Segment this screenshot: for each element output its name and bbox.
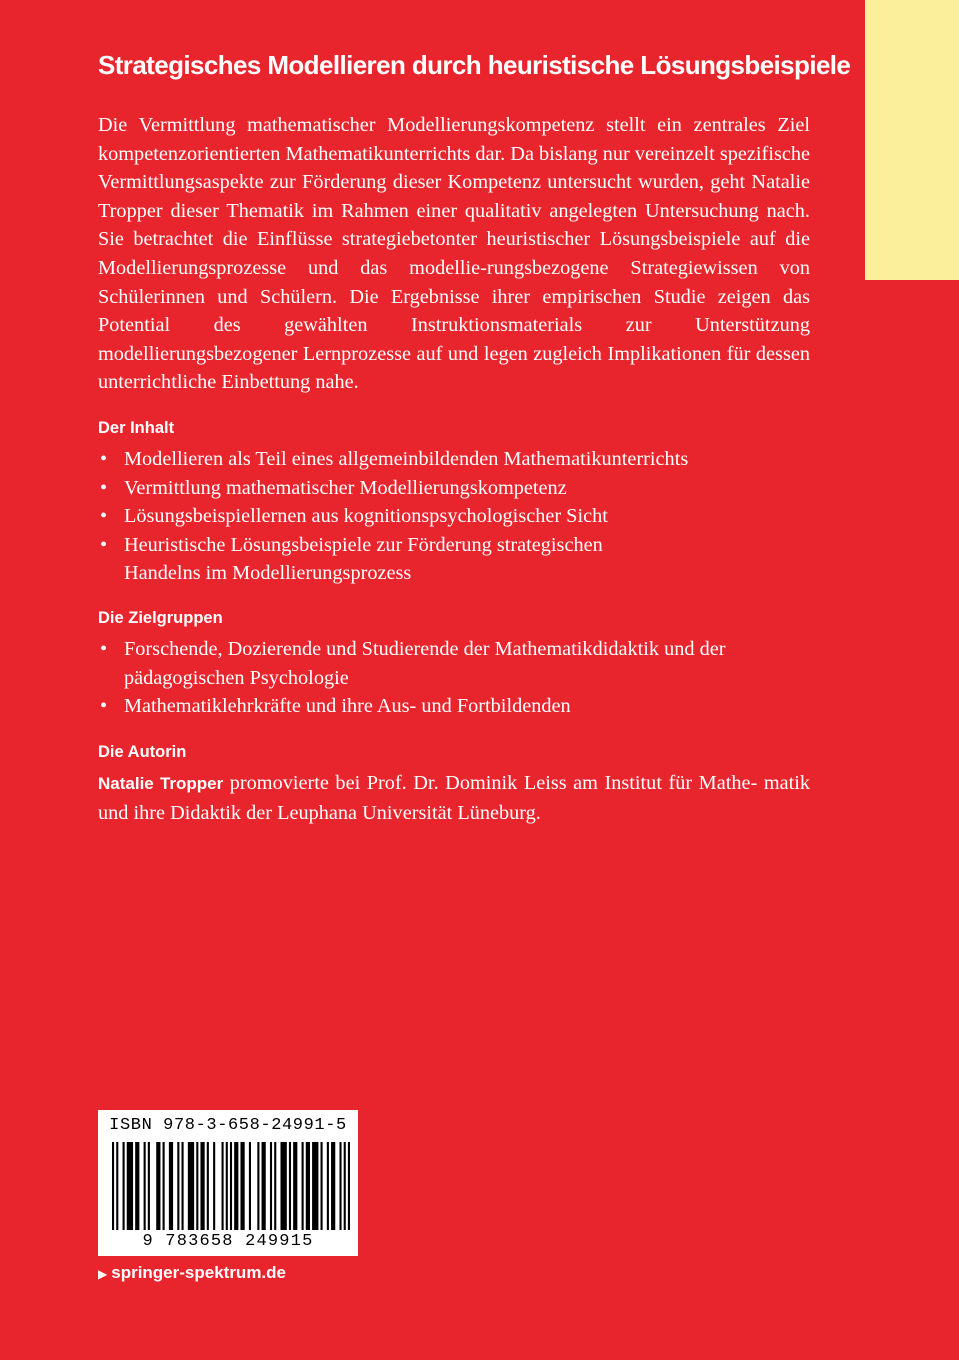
intro-line: heuristischer Lösungsbeispiele auf die Modellierungsprozesse und das modellie- — [98, 228, 810, 279]
barcode-bar — [344, 1142, 346, 1230]
barcode-bar — [321, 1142, 323, 1230]
barcode-icon — [112, 1142, 350, 1230]
barcode-bar — [274, 1142, 276, 1230]
website-link[interactable] — [98, 1262, 286, 1285]
list-item: • Heuristische Lösungsbeispiele zur Förderung strategischen Handelns im Modellierungsprozess — [98, 531, 684, 588]
barcode-bar — [169, 1142, 173, 1230]
list-item: • Lösungsbeispiellernen aus kognitionspsychologischer Sicht — [98, 502, 818, 531]
ean-digits: 9 783658 249915 — [142, 1232, 314, 1251]
intro-line: wurden, geht Natalie Tropper dieser Thematik im Rahmen einer qualitativ — [98, 171, 810, 222]
list-item: • Forschende, Dozierende und Studierende der Mathematikdidaktik und der pädagogischen Psychologie — [98, 635, 754, 692]
intro-line: spezifische Vermittlungsaspekte zur Förderung dieser Kompetenz untersucht — [98, 142, 810, 194]
isbn-label: ISBN 978-3-658-24991-5 — [109, 1116, 347, 1135]
barcode-bar — [144, 1142, 146, 1230]
yellow-accent-bar — [865, 0, 959, 280]
barcode-bar — [312, 1142, 318, 1230]
author-bio-line: promovierte bei Prof. Dr. Dominik Leiss am Institut für Mathe- — [223, 772, 758, 794]
barcode-bar — [207, 1142, 209, 1230]
author-bio-line: matik und ihre Didaktik der Leuphana Universität Lüneburg. — [98, 772, 810, 824]
bullet: • — [100, 476, 108, 499]
barcode-bar — [127, 1142, 133, 1230]
intro-line: Ziel kompetenzorientierten Mathematikunterrichts dar. Da bislang nur vereinzelt — [98, 114, 810, 165]
intro-paragraph — [98, 111, 810, 397]
barcode-bar — [230, 1142, 232, 1230]
barcode-bar — [270, 1142, 272, 1230]
intro-line: Implikationen für dessen unterrichtliche Einbettung nahe. — [98, 342, 810, 394]
barcode-bar — [327, 1142, 329, 1230]
intro-line: zur Unterstützung modellierungsbezogener Lernprozesse auf und legen zugleich — [98, 314, 810, 365]
bullet: • — [100, 533, 108, 556]
barcode-bar — [257, 1142, 259, 1230]
list-item: • Modellieren als Teil eines allgemeinbildenden Mathematikunterrichts — [98, 445, 818, 474]
barcode-bar — [348, 1142, 350, 1230]
zielgruppen-heading: Die Zielgruppen — [98, 609, 223, 627]
bullet: • — [100, 448, 108, 470]
autorin-heading: Die Autorin — [98, 743, 187, 761]
barcode-bar — [196, 1142, 198, 1230]
intro-line: angelegten Untersuchung nach. Sie betrachtet die Einflüsse strategiebetonter — [98, 199, 810, 251]
arrow-icon: ▶ — [98, 1267, 108, 1281]
intro-line: ihrer empirischen Studie zeigen das Potential des gewählten Instruktionsmaterials — [98, 285, 810, 337]
barcode-bar — [339, 1142, 341, 1230]
barcode-bar — [293, 1142, 297, 1230]
barcode-bar — [148, 1142, 150, 1230]
book-title: Strategisches Modellieren durch heuristische Lösungsbeispiele — [98, 50, 851, 80]
barcode-bar — [116, 1142, 118, 1230]
barcode-bar — [302, 1142, 304, 1230]
bullet: • — [100, 505, 108, 528]
barcode-bar — [280, 1142, 286, 1230]
barcode-bar — [156, 1142, 160, 1230]
inhalt-heading: Der Inhalt — [98, 419, 175, 437]
bullet: • — [100, 638, 108, 660]
barcode-bar — [226, 1142, 228, 1230]
barcode-bar — [240, 1142, 244, 1230]
barcode-bar — [188, 1142, 194, 1230]
barcode-bar — [182, 1142, 184, 1230]
barcode-bar — [234, 1142, 238, 1230]
list-item: • Vermittlung mathematischer Modellierungskompetenz — [98, 474, 818, 503]
barcode-bar — [262, 1142, 266, 1230]
barcode-bar — [135, 1142, 139, 1230]
website-url: springer-spektrum.de — [111, 1263, 286, 1282]
author-name: Natalie Tropper — [98, 774, 224, 793]
inhalt-list — [98, 445, 818, 588]
bullet: • — [100, 695, 108, 718]
barcode-box — [98, 1110, 358, 1256]
intro-line: Die Vermittlung mathematischer Modellierungskompetenz stellt ein zentrales — [98, 114, 766, 136]
barcode-bar — [249, 1142, 251, 1230]
zielgruppen-list — [98, 635, 818, 721]
barcode-bar — [222, 1142, 224, 1230]
list-item: • Mathematiklehrkräfte und ihre Aus- und Fortbildenden — [98, 692, 818, 721]
barcode-bar — [123, 1142, 125, 1230]
intro-line: rungsbezogene Strategiewissen von Schülerinnen und Schülern. Die Ergebnisse — [98, 256, 810, 308]
barcode-bar — [200, 1142, 204, 1230]
barcode-bar — [177, 1142, 179, 1230]
barcode-bar — [112, 1142, 114, 1230]
barcode-bar — [331, 1142, 335, 1230]
barcode-bar — [163, 1142, 165, 1230]
barcode-bar — [213, 1142, 215, 1230]
author-bio — [98, 769, 810, 827]
barcode-bar — [289, 1142, 291, 1230]
barcode-bar — [306, 1142, 310, 1230]
